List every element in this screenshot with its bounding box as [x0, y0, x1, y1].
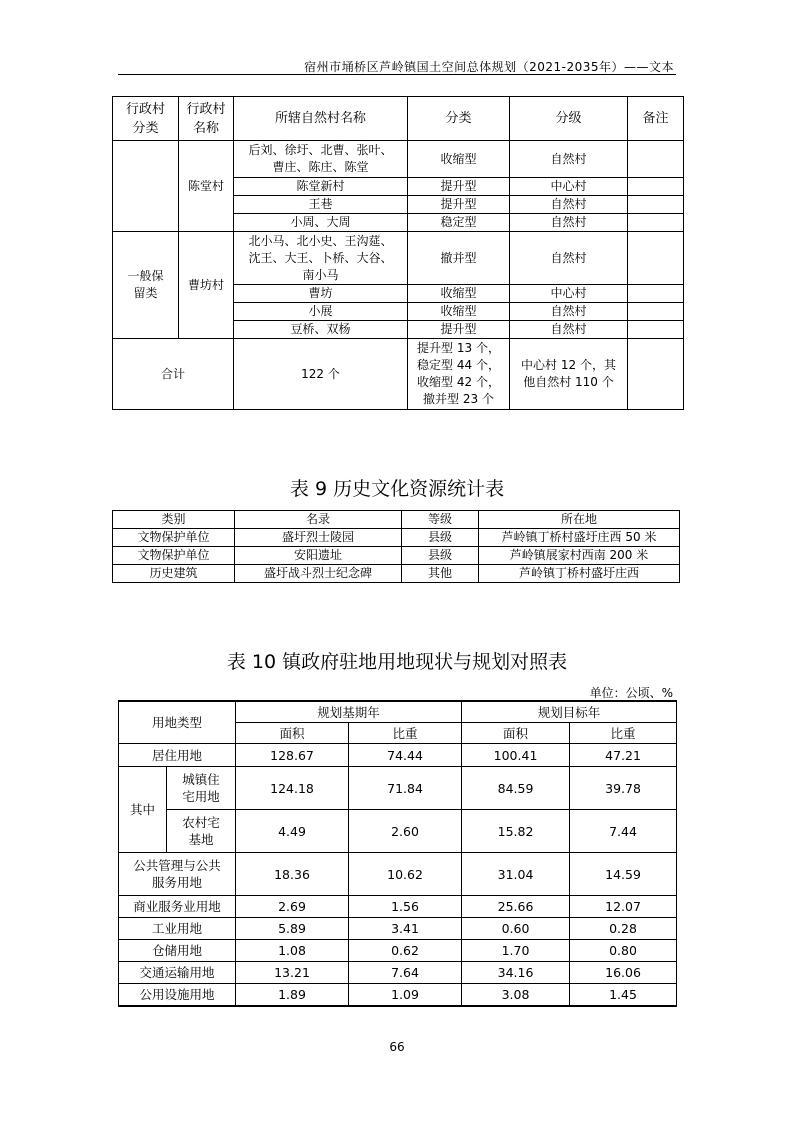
table-cell: 34.16: [462, 962, 570, 984]
natural-villages-cell: 豆桥、双杨: [234, 321, 408, 339]
table-row: [113, 547, 680, 565]
table-cell: 14.59: [570, 853, 677, 896]
village-name-cell: 陈堂村: [179, 141, 234, 232]
table-cell: 7.44: [570, 810, 677, 853]
table-cell: 84.59: [462, 767, 570, 810]
note-cell: [628, 232, 684, 285]
table-cell: 芦岭镇丁桥村盛圩庄西: [479, 565, 680, 583]
level-cell: 自然村: [510, 321, 628, 339]
unit-label: 单位：公顷、%: [589, 686, 673, 700]
table-row: [119, 853, 677, 896]
table-row: [119, 918, 677, 940]
table-row: [119, 810, 677, 853]
table-cell: 74.44: [349, 744, 462, 767]
col-header-village-name: 行政村 名称: [179, 97, 234, 141]
natural-villages-cell: 陈堂新村: [234, 178, 408, 196]
table-cell: [113, 141, 179, 232]
page-number: 66: [389, 1040, 405, 1054]
table9-title: 表 9 历史文化资源统计表: [289, 478, 505, 500]
page-header-title: 宿州市埇桥区芦岭镇国土空间总体规划（2021-2035年）——文本: [304, 60, 674, 74]
table-row: [119, 767, 677, 810]
table-cell: 10.62: [349, 853, 462, 896]
table-row: [119, 984, 677, 1007]
table-row: [113, 232, 684, 285]
col-header-land-type: 用地类型: [119, 701, 236, 744]
table-cell: 0.28: [570, 918, 677, 940]
total-levels-cell: 中心村 12 个，其 他自然村 110 个: [510, 339, 628, 410]
table-row: [119, 962, 677, 984]
land-use-comparison-table: [118, 700, 677, 1007]
col-header-grade: 等级: [402, 511, 479, 529]
row-label: 工业用地: [119, 918, 236, 940]
col-header-note: 备注: [628, 97, 684, 141]
table-cell: 1.45: [570, 984, 677, 1007]
total-row: [113, 339, 684, 410]
natural-villages-cell: 王巷: [234, 196, 408, 214]
col-header-area: 面积: [236, 723, 349, 744]
total-count-cell: 122 个: [234, 339, 408, 410]
table-cell: 3.41: [349, 918, 462, 940]
level-cell: 自然村: [510, 141, 628, 178]
note-cell: [628, 303, 684, 321]
heritage-resources-table: [112, 510, 680, 583]
natural-villages-cell: 小展: [234, 303, 408, 321]
table-cell: 25.66: [462, 896, 570, 918]
type-cell: 稳定型: [408, 214, 510, 232]
table-row: [119, 940, 677, 962]
natural-villages-cell: 后刘、徐圩、北曹、张叶、 曹庄、陈庄、陈堂: [234, 141, 408, 178]
table-cell: 16.06: [570, 962, 677, 984]
note-cell: [628, 141, 684, 178]
table-cell: 其他: [402, 565, 479, 583]
note-cell: [628, 285, 684, 303]
header-divider: [118, 74, 676, 75]
natural-villages-cell: 曹坊: [234, 285, 408, 303]
table-cell: 18.36: [236, 853, 349, 896]
table-cell: 2.60: [349, 810, 462, 853]
table-cell: 5.89: [236, 918, 349, 940]
table-cell: 芦岭镇丁桥村盛圩庄西 50 米: [479, 529, 680, 547]
natural-villages-cell: 北小马、北小史、王沟莚、 沈王、大王、卜桥、大谷、 南小马: [234, 232, 408, 285]
table-row: [119, 744, 677, 767]
col-header-base-year: 规划基期年: [236, 701, 462, 723]
table-cell: 12.07: [570, 896, 677, 918]
total-label-cell: 合计: [113, 339, 234, 410]
col-header-area: 面积: [462, 723, 570, 744]
row-label: 城镇住 宅用地: [167, 767, 236, 810]
row-label: 交通运输用地: [119, 962, 236, 984]
type-cell: 撤并型: [408, 232, 510, 285]
table-cell: 文物保护单位: [113, 529, 235, 547]
col-header-ratio: 比重: [349, 723, 462, 744]
table-cell: 1.56: [349, 896, 462, 918]
table-row: [119, 896, 677, 918]
total-types-cell: 提升型 13 个， 稳定型 44 个， 收缩型 42 个， 撤并型 23 个: [408, 339, 510, 410]
table-cell: 15.82: [462, 810, 570, 853]
row-label: 农村宅 基地: [167, 810, 236, 853]
table-cell: 县级: [402, 547, 479, 565]
row-label: 商业服务业用地: [119, 896, 236, 918]
table-cell: 0.60: [462, 918, 570, 940]
table-header-row: [119, 701, 677, 723]
table-cell: 39.78: [570, 767, 677, 810]
col-header-village-category: 行政村 分类: [113, 97, 179, 141]
col-header-name: 名录: [235, 511, 402, 529]
col-header-location: 所在地: [479, 511, 680, 529]
level-cell: 自然村: [510, 196, 628, 214]
table-cell: 1.09: [349, 984, 462, 1007]
row-label: 公共管理与公共 服务用地: [119, 853, 236, 896]
table-cell: 盛圩战斗烈士纪念碑: [235, 565, 402, 583]
table-cell: 0.62: [349, 940, 462, 962]
col-header-natural-villages: 所辖自然村名称: [234, 97, 408, 141]
type-cell: 收缩型: [408, 141, 510, 178]
note-cell: [628, 214, 684, 232]
row-label: 仓储用地: [119, 940, 236, 962]
type-cell: 收缩型: [408, 303, 510, 321]
table-cell: 安阳遗址: [235, 547, 402, 565]
natural-villages-cell: 小周、大周: [234, 214, 408, 232]
note-cell: [628, 178, 684, 196]
table-cell: 1.08: [236, 940, 349, 962]
table-cell: 100.41: [462, 744, 570, 767]
table-cell: 0.80: [570, 940, 677, 962]
level-cell: 自然村: [510, 214, 628, 232]
type-cell: 提升型: [408, 178, 510, 196]
table-row: [113, 141, 684, 178]
level-cell: 自然村: [510, 232, 628, 285]
col-header-type: 分类: [408, 97, 510, 141]
table-cell: 3.08: [462, 984, 570, 1007]
table-cell: 71.84: [349, 767, 462, 810]
table-cell: 128.67: [236, 744, 349, 767]
total-note-cell: [628, 339, 684, 410]
table-cell: 124.18: [236, 767, 349, 810]
table-cell: 盛圩烈士陵园: [235, 529, 402, 547]
table-cell: 4.49: [236, 810, 349, 853]
table-cell: 13.21: [236, 962, 349, 984]
level-cell: 中心村: [510, 285, 628, 303]
table-header-row: [113, 97, 684, 141]
col-header-level: 分级: [510, 97, 628, 141]
table-cell: 芦岭镇展家村西南 200 米: [479, 547, 680, 565]
village-name-cell: 曹坊村: [179, 232, 234, 339]
table-cell: 县级: [402, 529, 479, 547]
table-row: [113, 565, 680, 583]
col-header-ratio: 比重: [570, 723, 677, 744]
table-cell: 文物保护单位: [113, 547, 235, 565]
row-label: 公用设施用地: [119, 984, 236, 1007]
note-cell: [628, 196, 684, 214]
level-cell: 中心村: [510, 178, 628, 196]
table-cell: 历史建筑: [113, 565, 235, 583]
level-cell: 自然村: [510, 303, 628, 321]
among-label: 其中: [119, 767, 167, 853]
table10-title: 表 10 镇政府驻地用地现状与规划对照表: [226, 651, 568, 673]
table-row: [113, 529, 680, 547]
table-header-row: [113, 511, 680, 529]
row-label: 居住用地: [119, 744, 236, 767]
table-cell: 1.89: [236, 984, 349, 1007]
col-header-category: 类别: [113, 511, 235, 529]
col-header-target-year: 规划目标年: [462, 701, 677, 723]
table-cell: 47.21: [570, 744, 677, 767]
type-cell: 收缩型: [408, 285, 510, 303]
note-cell: [628, 321, 684, 339]
type-cell: 提升型: [408, 196, 510, 214]
table-cell: 1.70: [462, 940, 570, 962]
village-category-cell: 一般保 留类: [113, 232, 179, 339]
table-cell: 7.64: [349, 962, 462, 984]
type-cell: 提升型: [408, 321, 510, 339]
table-cell: 2.69: [236, 896, 349, 918]
village-classification-table: [112, 96, 684, 410]
table-cell: 31.04: [462, 853, 570, 896]
